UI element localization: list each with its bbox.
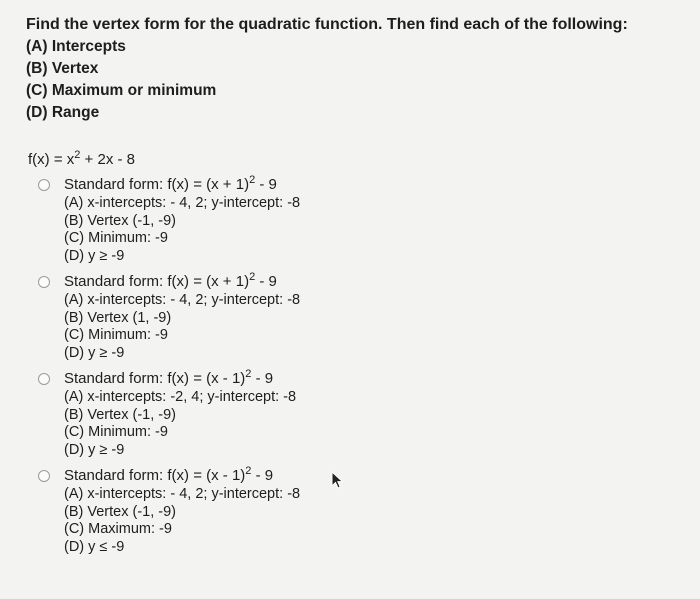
choice-range: (D) y ≤ -9 <box>64 538 125 555</box>
choice-intercepts: (A) x-intercepts: - 4, 2; y-intercept: -8 <box>64 486 301 502</box>
standard-form-exponent: 2 <box>249 271 256 283</box>
choice-extremum: (C) Minimum: -9 <box>64 230 168 246</box>
choice-intercepts: (A) x-intercepts: -2, 4; y-intercept: -8 <box>64 389 297 405</box>
mouse-pointer-icon <box>330 471 344 489</box>
choice-extremum: (C) Minimum: -9 <box>64 327 168 343</box>
question-prompt: Find the vertex form for the quadratic function. Then find each of the following: <box>26 16 628 33</box>
standard-form-tail: - 9 <box>251 370 274 387</box>
part-b: (B) Vertex <box>26 60 99 77</box>
choice-standard-form <box>64 466 658 486</box>
question-header <box>26 14 686 124</box>
answer-choice-1[interactable] <box>38 175 658 265</box>
choice-vertex: (B) Vertex (1, -9) <box>64 309 172 326</box>
standard-form-tail: - 9 <box>255 176 277 193</box>
function-tail: + 2x - 8 <box>80 151 135 168</box>
standard-form-exponent: 2 <box>249 174 256 186</box>
choice-vertex: (B) Vertex (-1, -9) <box>64 503 176 520</box>
radio-button-icon[interactable] <box>38 179 50 191</box>
choice-vertex: (B) Vertex (-1, -9) <box>64 212 176 229</box>
part-d: (D) Range <box>26 104 100 121</box>
answer-choice-4[interactable] <box>38 466 658 556</box>
function-exponent: 2 <box>74 149 81 161</box>
choice-intercepts: (A) x-intercepts: - 4, 2; y-intercept: -8 <box>64 292 301 308</box>
choice-range: (D) y ≥ -9 <box>64 344 125 361</box>
standard-form-tail: - 9 <box>255 273 277 290</box>
choice-vertex: (B) Vertex (-1, -9) <box>64 406 176 423</box>
radio-button-icon[interactable] <box>38 276 50 288</box>
radio-button-icon[interactable] <box>38 470 50 482</box>
choice-standard-form <box>64 369 658 389</box>
answer-choice-2[interactable] <box>38 272 658 362</box>
standard-form-lead: Standard form: f(x) = (x + 1) <box>64 176 250 193</box>
choice-extremum: (C) Maximum: -9 <box>64 521 172 537</box>
function-lead: f(x) = x <box>28 151 75 168</box>
part-a: (A) Intercepts <box>26 38 126 55</box>
standard-form-exponent: 2 <box>245 465 252 477</box>
choice-extremum: (C) Minimum: -9 <box>64 424 168 440</box>
choice-intercepts: (A) x-intercepts: - 4, 2; y-intercept: -8 <box>64 195 301 211</box>
standard-form-tail: - 9 <box>251 467 274 484</box>
choice-standard-form <box>64 272 658 292</box>
standard-form-lead: Standard form: f(x) = (x + 1) <box>64 273 250 290</box>
standard-form-lead: Standard form: f(x) = (x - 1) <box>64 467 246 484</box>
choice-range: (D) y ≥ -9 <box>64 441 125 458</box>
choice-range: (D) y ≥ -9 <box>64 247 125 264</box>
answer-choices <box>38 175 658 563</box>
standard-form-lead: Standard form: f(x) = (x - 1) <box>64 370 246 387</box>
choice-standard-form <box>64 175 658 195</box>
question-parts-list <box>26 36 686 124</box>
part-c: (C) Maximum or minimum <box>26 82 217 99</box>
standard-form-exponent: 2 <box>245 368 252 380</box>
radio-button-icon[interactable] <box>38 373 50 385</box>
answer-choice-3[interactable] <box>38 369 658 459</box>
function-expression <box>28 150 135 170</box>
